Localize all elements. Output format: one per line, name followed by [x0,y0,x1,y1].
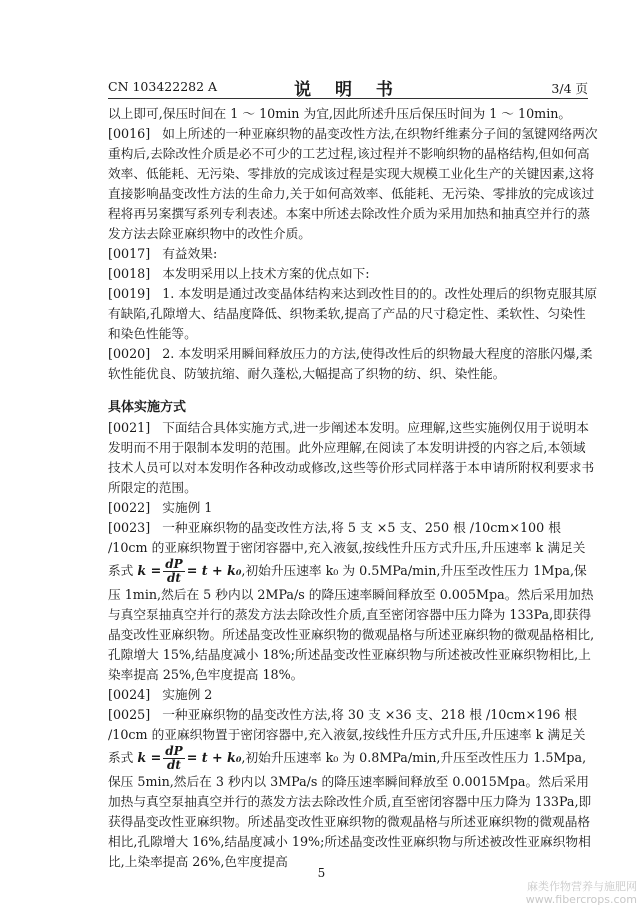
paragraph-number: [0018] [108,266,151,281]
document-title: 说 明 书 [294,80,402,100]
paragraph-number: [0025] [108,707,151,722]
paragraph-number: [0022] [108,500,151,515]
paragraph-number: [0024] [108,687,151,702]
watermark [526,880,637,906]
document-body [108,104,598,872]
paragraph-0025 [108,705,598,872]
paragraph-number: [0016] [108,126,151,141]
page-header [108,75,588,100]
watermark-line: www.fibercrops.com [525,893,637,906]
paragraph-text: 本发明采用以上技术方案的优点如下: [162,266,370,281]
page-number: 5 [317,866,326,880]
paragraph-0016 [108,124,598,244]
paragraph-0022 [108,498,598,518]
header-rule [108,98,588,99]
formula-numerator: dP [165,744,183,758]
formula-lhs: k = [137,750,162,765]
paragraph-number: [0017] [108,246,151,261]
paragraph-text: 如上所述的一种亚麻织物的晶变改性方法,在织物纤维素分子间的氢键网络两次重构后,去除改性介质是必不可少的工艺过程,该过程并不影响织物的晶格结构,但如何高效率、低能耗、无污染、零排放的完成该过程是实现大规模工业化生产的关键因素,这将直接影响晶变改性方法的生命力,关于如何高效率、低能耗、无污染、零排放的完成该过程将再另案撰写系列专利表述。本案中所述去除改性介质为采用加热和抽真空并行的蒸发方法去除亚麻织物中的改性介质。 [108,126,598,241]
paragraph-number: [0019] [108,286,151,301]
watermark-line: 麻类作物营养与施肥网 [527,880,637,893]
page-info: 3/4 页 [551,81,588,96]
formula-denominator: dt [167,571,181,585]
paragraph-text: 一种亚麻织物的晶变改性方法,将 30 支 ×36 支、218 根 /10cm×196 根 /10cm 的亚麻织物置于密闭容器中,充入液氨,按线性升压方式升压,升压速率 k 满足关系式 [108,707,586,765]
publication-number: CN 103422282 A [108,79,218,94]
formula-denominator: dt [167,758,181,772]
paragraph-0020 [108,344,598,384]
formula-rhs: = t + k₀ [186,750,242,765]
paragraph-text: 一种亚麻织物的晶变改性方法,将 5 支 ×5 支、250 根 /10cm×100 根 /10cm 的亚麻织物置于密闭容器中,充入液氨,按线性升压方式升压,升压速率 k 满足关系式 [108,520,586,578]
paragraph-text: 有益效果: [162,246,218,261]
formula-fraction [163,745,184,772]
paragraph-0017 [108,244,598,264]
paragraph-0021 [108,418,598,498]
paragraph-text: 1. 本发明是通过改变晶体结构来达到改性目的的。改性处理后的织物克服其原有缺陷,孔隙增大、结晶度降低、织物柔软,提高了产品的尺寸稳定性、柔软性、匀染性和染色性能等。 [108,286,598,341]
paragraph-number: [0020] [108,346,151,361]
paragraph-continued: 以上即可,保压时间在 1 ～ 10min 为宜,因此所述升压后保压时间为 1 ～ 10min。 [108,106,572,121]
paragraph-text: 实施例 2 [162,687,213,702]
paragraph-text: 2. 本发明采用瞬间释放压力的方法,使得改性后的织物最大程度的溶胀闪爆,柔软性能优良、防皱抗缩、耐久蓬松,大幅提高了织物的纺、织、染性能。 [108,346,593,381]
paragraph-number: [0021] [108,420,151,435]
paragraph-0019 [108,284,598,344]
paragraph-text: ,初始升压速率 k₀ 为 0.5MPa/min,升压至改性压力 1Mpa,保压 1min,然后在 5 秒内以 2MPa/s 的降压速率瞬间释放至 0.005Mpa。然后采用加热与真空泵抽真空并行的蒸发方法去除改性介质,直至密闭容器中压力降为 133Pa,即获得晶变改性亚麻织物。所述晶变改性亚麻织物的微观晶格与所述亚麻织物的微观晶格相比,孔隙增大 15%,结晶度减小 18%;所述晶变改性亚麻织物与所述被改性亚麻织物相比,上染率提高 25%,色牢度提高 18%。 [108,563,595,682]
paragraph-0024 [108,685,598,705]
paragraph-0018 [108,264,598,284]
paragraph-text: 实施例 1 [162,500,213,515]
paragraph-text: 下面结合具体实施方式,进一步阐述本发明。应理解,这些实施例仅用于说明本发明而不用于限制本发明的范围。此外应理解,在阅读了本发明讲授的内容之后,本领域技术人员可以对本发明作各种改动或修改,这些等价形式同样落于本申请所附权利要求书所限定的范围。 [108,420,595,495]
formula-numerator: dP [165,557,183,571]
formula-lhs: k = [137,563,162,578]
formula-rhs: = t + k₀ [186,563,242,578]
formula-fraction [163,558,184,585]
paragraph-0023 [108,518,598,685]
paragraph-text: ,初始升压速率 k₀ 为 0.8MPa/min,升压至改性压力 1.5Mpa,保压 5min,然后在 3 秒内以 3MPa/s 的降压速率瞬间释放至 0.0015Mpa。然后采用加热与真空泵抽真空并行的蒸发方法去除改性介质,直至密闭容器中压力降为 133Pa,即获得晶变改性亚麻织物。所述晶变改性亚麻织物的微观晶格与所述亚麻织物的微观晶格相比,孔隙增大 16%,结晶度减小 19%;所述晶变改性亚麻织物与所述被改性亚麻织物相比,上染率提高 26%,色牢度提高 [108,750,592,869]
paragraph-number: [0023] [108,520,151,535]
section-heading: 具体实施方式 [108,400,187,415]
